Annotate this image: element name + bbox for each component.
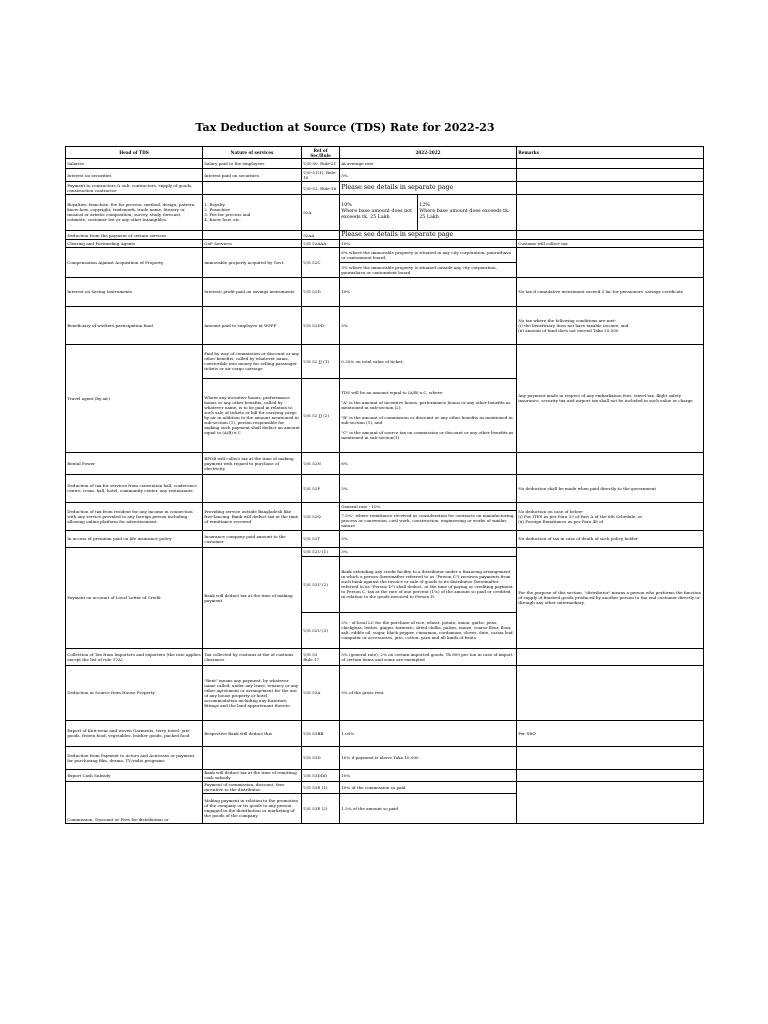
cell-head: Payment to contractors & sub- contractors, supply of goods, construction contractor (66, 182, 203, 194)
cell-rate: 6% (340, 452, 517, 474)
table-row (66, 648, 704, 665)
cell-rate-general: General rate - 10% (340, 502, 517, 510)
cell-nature: Payment of commission, discount, fees incentive to the distributor (203, 781, 302, 793)
cell-ref: U/S 52U (2) (302, 556, 340, 612)
cell-rate: 5% of the gross rent (340, 665, 517, 720)
cell-remarks (517, 230, 704, 240)
table-row (66, 452, 704, 474)
cell-nature: Making payment in relation to the promotion of the company or its goods to any person engaged in the distribution or marketing of the goods of the company (203, 793, 302, 823)
cell-head: Interest on Saving Instruments (66, 277, 203, 306)
cell-ref: U/S-52, Rule-16 (302, 182, 340, 194)
cell-ref: U/S 52Q (302, 502, 340, 530)
cell-rate: 5% (340, 474, 517, 502)
cell-head: Export Cash Subsidy (66, 769, 203, 781)
table-row (66, 474, 704, 502)
cell-nature (203, 182, 302, 194)
table-row (66, 230, 704, 240)
tds-rate-table (65, 146, 704, 824)
cell-remarks: Per SRO (517, 720, 704, 746)
cell-rate: 10% if payment is above Taka 10,000 (340, 746, 517, 769)
table-row (66, 769, 704, 781)
table-row (66, 240, 704, 247)
table-row (66, 169, 704, 182)
cell-remarks (517, 169, 704, 182)
cell-head: Payment on account of Local Letter of Credit (66, 547, 203, 648)
table-row (66, 277, 704, 306)
table-row (66, 746, 704, 769)
cell-ref: U/S 52T (302, 530, 340, 547)
cell-nature (203, 474, 302, 502)
cell-rate-city: 6% where the immovable property is situated in any city corporation, paurashava or cantonment board; (340, 247, 517, 262)
cell-remarks: No tax where the following conditions are met- (i) the beneficiary does not have taxable income; and (ii) amount of fund does not exceed Taka 25,000 (517, 306, 704, 344)
cell-ref: U/S-51(1), Rule-10 (302, 169, 340, 182)
cell-rate-outside: 3% where the immovable property is situated outside any city corporation, paurashava or cantonment board (340, 262, 517, 277)
cell-rate: 10% (340, 277, 517, 306)
table-row (66, 665, 704, 720)
cell-rate-low: 10% Where base amount does not exceeds tk. 25 Lakh (340, 194, 418, 230)
cell-nature: Providing service outside Bangladesh like free-lancing. Bank will deduct tax at the time of remittance received (203, 502, 302, 530)
cell-head: Travel agent (by air) (66, 344, 203, 452)
cell-ref: 52A (302, 194, 340, 230)
cell-nature: Where any incentive bonus, performance bonus or any other benefits, called by whatever name, is to be paid in relation to such sale of tickets or bill for carrying cargo by air in addition to the amount mentioned in sub-section (1), person responsible for making such payment shall deduct an amount equal to (A/B) x C (203, 378, 302, 452)
cell-head: Deduction at Source from House Property (66, 665, 203, 720)
cell-remarks (517, 781, 704, 823)
cell-ref: U/S 53E (2) (302, 793, 340, 823)
cell-rate: Bank extending any credit facility to a distributor under a financing arrangement in which a person (hereinafter referred to as "Person C") receives payments from such bank against the invoice or sale of goods to its distributor (hereinafter referred to as "Person D") shall deduct, at the time of paying or crediting payment to Person C, tax at the rate of one percent (1%) of the amount so paid or credited in relation to the goods invoiced to Person D. (340, 556, 517, 612)
cell-rate: 1.5% of the amount so paid (340, 793, 517, 823)
header-head: Head of TDS (66, 147, 203, 159)
cell-ref: U/S 53E (1) (302, 781, 340, 793)
cell-head: Commission, Discount or Fees for distribution or (66, 781, 203, 823)
cell-remarks: No deduction on case of below- (i) For ITES as per Para 33 of Part A of the 6th Schedule, or (ii) Foreign Remittance as per Para 48 of (517, 502, 704, 530)
cell-nature (203, 746, 302, 769)
cell-rate: 5% (340, 306, 517, 344)
cell-remarks: No deduction shall be made when paid directly to the government (517, 474, 704, 502)
cell-head: Beneficiary of workers participation fund (66, 306, 203, 344)
table-row (66, 306, 704, 344)
cell-head: Collection of Tax from Importers and exporters (the rate applies except the list of rule 17A) (66, 648, 203, 665)
cell-rate: 5% (340, 530, 517, 547)
cell-head: In access of premium paid on life insurance policy (66, 530, 203, 547)
cell-remarks: No deduction of tax in case of death of such policy holder (517, 530, 704, 547)
cell-nature: Respective Bank will deduct this (203, 720, 302, 746)
cell-rate: 3% (340, 547, 517, 556)
cell-remarks: Customs will collect tax (517, 240, 704, 247)
cell-remarks (517, 159, 704, 169)
cell-nature: BPDB will collect tax at the time of making payment with regard to purchase of electricity (203, 452, 302, 474)
header-row (66, 147, 704, 159)
cell-nature: Tax collected by customs at the of customs clearance (203, 648, 302, 665)
cell-rate: 10% (340, 769, 517, 781)
table-row (66, 182, 704, 194)
cell-remarks (517, 746, 704, 769)
cell-head: Rental Power (66, 452, 203, 474)
cell-nature: Immovable property acquired by Govt. (203, 247, 302, 277)
cell-head: Deduction from the payment of certain services (66, 230, 203, 240)
cell-remarks: For the purpose of this section, "distributor" means a person who performs the function of supply of finished goods produced by another person to the end customer directly or through any other intermediary. (517, 547, 704, 648)
cell-remarks: No tax if cumulative investment exceed 5 lac for pensioners' savings certificate (517, 277, 704, 306)
cell-ref: U/S 53DDD (302, 769, 340, 781)
cell-remarks (517, 182, 704, 194)
page-title: Tax Deduction at Source (TDS) Rate for 2022-23 (195, 121, 495, 134)
table-row (66, 502, 704, 510)
cell-remarks (517, 452, 704, 474)
cell-rate: 0.30% on total value of ticket; (340, 344, 517, 378)
table-row (66, 781, 704, 793)
cell-ref: U/S 52 JJ (1) (302, 344, 340, 378)
cell-ref: U/S 52 JJ (2) (302, 378, 340, 452)
cell-nature: Interest paid on securities (203, 169, 302, 182)
cell-head: Deduction of tax from resident for any income in connection with any service provided to any foreign person including allowing online platform for advertisement. (66, 502, 203, 530)
cell-rate: 2% - of local LC for the purchase of rice, wheat, potato, onion, garlic, peas, chickpeas, lentus, ginger, turmeric, dried chillis, pulses, maize, coarse flour, flour, salt, edible oil, sugar, black pepper, cinnamon, cardamom, cloves, date, cassia leaf, computer or accessories, jute, cotton, yarn and all kinds of fruits (340, 612, 517, 648)
header-year: 2022-2022 (340, 147, 517, 159)
table-row (66, 720, 704, 746)
cell-ref: U/S 52DD (302, 306, 340, 344)
cell-remarks: Any payment made in respect of any embarkation fees, travel tax, flight safety insurance, security tax and airport tax shall not be included in such value or charge (517, 344, 704, 452)
cell-head: Export of Knit-wear and woven Garments, terry towel, jute goods, frozen food, vegetables, leather goods, packed food (66, 720, 203, 746)
cell-remarks (517, 648, 704, 665)
cell-rate: 5% (340, 169, 517, 182)
cell-rate: 1.00% (340, 720, 517, 746)
table-row (66, 344, 704, 378)
cell-head: Clearing and Forwarding Agents (66, 240, 203, 247)
cell-head: Deduction from Payment to Actors and Actresses or payment for purchasing film, drama, TV/radio programs (66, 746, 203, 769)
header-remarks: Remarks (517, 147, 704, 159)
cell-rate: At average rate (340, 159, 517, 169)
table-row (66, 530, 704, 547)
cell-ref: 52AA (302, 230, 340, 240)
cell-rate: 10% (340, 240, 517, 247)
cell-ref: U/S 53BB (302, 720, 340, 746)
table-row (66, 194, 704, 230)
cell-remarks (517, 665, 704, 720)
cell-head: Salaries (66, 159, 203, 169)
cell-head: Royalties, franchise, fee for process, method, design, pattern, know-how, copyright, trademark, trade name, literary or musical or artistic composition, survey, study, forecast, estimate, customer list or any other intangibles. (66, 194, 203, 230)
cell-nature: Bank will deduct tax at the time of remitting cash subsidy (203, 769, 302, 781)
header-ref: Ref of Sec/Rule (302, 147, 340, 159)
cell-rate: 10% of the commission so paid (340, 781, 517, 793)
cell-nature: Bank will deduct tax at the time of making payment (203, 547, 302, 648)
cell-nature (203, 230, 302, 240)
cell-nature: Interest/ profit paid on savings instruments (203, 277, 302, 306)
cell-remarks (517, 247, 704, 277)
cell-ref: U/S-50, Rule-21 (302, 159, 340, 169)
cell-head: Interest on securities (66, 169, 203, 182)
cell-nature: CnF Services (203, 240, 302, 247)
cell-head: Compensation Against Acquisition of Property (66, 247, 203, 277)
cell-remarks (517, 769, 704, 781)
cell-remarks (517, 194, 704, 230)
table-row (66, 247, 704, 262)
cell-ref: U/S 52C (302, 247, 340, 277)
cell-rate: 5% (general rate), 2% on certain imported goods, Tk 800 per ton in case of import of certain items and some are exempted (340, 648, 517, 665)
cell-nature: Paid by way of commission or discount or any other benefits, called by whatever name, convertible into money for selling passenger tickets or air cargo carriage (203, 344, 302, 378)
cell-ref: U/S 52D (302, 277, 340, 306)
cell-ref: U/S 53A (302, 665, 340, 720)
table-row (66, 159, 704, 169)
cell-head: Deduction of tax for services from convention hall, conference centre, room, hall, hotel, community center, any restaurants. (66, 474, 203, 502)
table-row (66, 547, 704, 556)
cell-nature: Salary paid to the employees (203, 159, 302, 169)
cell-ref: U/S 52AAA (302, 240, 340, 247)
cell-rate-high: 12% Where base amount does exceeds tk. 25 Lakh (418, 194, 517, 230)
cell-ref: U/S 52N (302, 452, 340, 474)
cell-nature: Amount paid to employee at WPPF (203, 306, 302, 344)
cell-rate: TDS will be an amount equal to (A/B) x C, where- "A" is the amount of incentive bonus, performance bonus or any other benefits as mentioned in sub-section (2), "B" is the amount of commission or discount or any other benefits as mentioned in sub-section (1), and "C" is the amount of source tax on commission or discount or any other benefits as mentioned in sub-section(1). (340, 378, 517, 452)
cell-rate: Please see details in separate page (340, 182, 517, 194)
cell-ref: U/S 52U (3) (302, 612, 340, 648)
cell-ref: U/S 53D (302, 746, 340, 769)
cell-nature: 1. Royalty 2. Franchise 3. Fee for process and 4. Know how, etc. (203, 194, 302, 230)
cell-ref: U/S 52P (302, 474, 340, 502)
cell-rate-reduced: 7.5% - where remittance received as consideration for contracts on manufacturing, process or conversion, civil work, construction, engineering or works of similar nature (340, 510, 517, 530)
header-nature: Nature of services (203, 147, 302, 159)
cell-ref: U/S 52U (1) (302, 547, 340, 556)
cell-rate: Please see details in separate page (340, 230, 517, 240)
cell-ref: U/S 53 Rule 17 (302, 648, 340, 665)
cell-nature: Insurance company paid amount to the customer (203, 530, 302, 547)
cell-nature: "Rent" means any payment, by whatever name called, under any lease, tenancy or any other agreement or arrangement for the use of any house property or hotel accommodation including any furniture, fittings and the land appurtenant thereto. (203, 665, 302, 720)
